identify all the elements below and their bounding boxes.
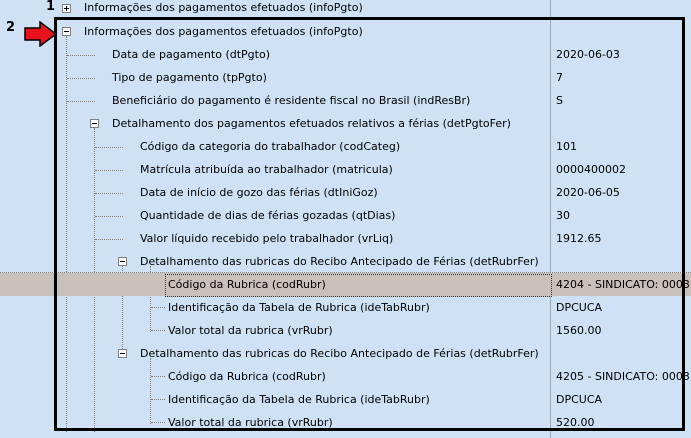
collapse-icon[interactable]: [118, 257, 127, 266]
field-label: Valor líquido recebido pelo trabalhador (vrLiq): [140, 232, 394, 245]
tree-node-detrubrfer[interactable]: [0, 342, 691, 365]
collapse-icon[interactable]: [90, 119, 99, 128]
field-label: Data de início de gozo das férias (dtIniGoz): [140, 186, 378, 199]
field-value: 4205 - SINDICATO: 0003: [556, 370, 690, 383]
field-row-idetabrubr[interactable]: [0, 388, 691, 411]
tree-node-detpgtofer[interactable]: [0, 112, 691, 135]
field-value: 4204 - SINDICATO: 0003: [556, 278, 690, 291]
field-value: 7: [556, 71, 563, 84]
field-label: Identificação da Tabela de Rubrica (ideTabRubr): [168, 301, 430, 314]
tree-node-infopgto-collapsed[interactable]: [0, 0, 691, 21]
field-value: 1560.00: [556, 324, 602, 337]
field-row-idetabrubr[interactable]: [0, 296, 691, 319]
tree-node-infopgto-expanded[interactable]: [0, 20, 691, 43]
field-label: Tipo de pagamento (tpPgto): [112, 71, 267, 84]
field-row-indresbr[interactable]: [0, 89, 691, 112]
field-value: 520.00: [556, 416, 595, 429]
field-row-vrrubr[interactable]: [0, 411, 691, 434]
tree-node-detrubrfer[interactable]: [0, 250, 691, 273]
field-row-codrubr[interactable]: [0, 365, 691, 388]
field-label: Identificação da Tabela de Rubrica (ideTabRubr): [168, 393, 430, 406]
field-row-tppgto[interactable]: [0, 66, 691, 89]
callout-number-2: 2: [6, 20, 16, 35]
field-row-vrliq[interactable]: [0, 227, 691, 250]
node-label: Detalhamento das rubricas do Recibo Antecipado de Férias (detRubrFer): [140, 255, 539, 268]
field-row-qtdias[interactable]: [0, 204, 691, 227]
field-label: Quantidade de dias de férias gozadas (qtDias): [140, 209, 396, 222]
field-label: Valor total da rubrica (vrRubr): [168, 416, 333, 429]
field-value: DPCUCA: [556, 301, 603, 314]
field-row-vrrubr[interactable]: [0, 319, 691, 342]
node-label: Detalhamento dos pagamentos efetuados relativos a férias (detPgtoFer): [112, 117, 511, 130]
field-value: 2020-06-05: [556, 186, 620, 199]
field-row-dtinigoz[interactable]: [0, 181, 691, 204]
field-label: Valor total da rubrica (vrRubr): [168, 324, 333, 337]
field-value: 0000400002: [556, 163, 626, 176]
field-label: Código da categoria do trabalhador (codCateg): [140, 140, 401, 153]
field-value: 2020-06-03: [556, 48, 620, 61]
field-value: 1912.65: [556, 232, 602, 245]
node-label: Detalhamento das rubricas do Recibo Antecipado de Férias (detRubrFer): [140, 347, 539, 360]
field-value: DPCUCA: [556, 393, 603, 406]
field-label: Beneficiário do pagamento é residente fiscal no Brasil (indResBr): [112, 94, 471, 107]
expand-icon[interactable]: [62, 4, 71, 13]
node-label: Informações dos pagamentos efetuados (infoPgto): [84, 25, 363, 38]
field-row-matricula[interactable]: [0, 158, 691, 181]
field-label: Código da Rubrica (codRubr): [168, 278, 326, 291]
field-value: 30: [556, 209, 570, 222]
collapse-icon[interactable]: [118, 349, 127, 358]
field-label: Código da Rubrica (codRubr): [168, 370, 326, 383]
field-row-codrubr-selected[interactable]: [0, 273, 691, 296]
field-value: S: [556, 94, 563, 107]
field-row-codcateg[interactable]: [0, 135, 691, 158]
callout-number-1: 1: [46, 0, 56, 14]
field-row-dtpgto[interactable]: [0, 43, 691, 66]
field-label: Matrícula atribuída ao trabalhador (matricula): [140, 163, 393, 176]
node-label: Informações dos pagamentos efetuados (infoPgto): [84, 1, 363, 14]
collapse-icon[interactable]: [62, 27, 71, 36]
red-arrow-icon: [24, 21, 58, 47]
field-value: 101: [556, 140, 577, 153]
field-label: Data de pagamento (dtPgto): [112, 48, 270, 61]
